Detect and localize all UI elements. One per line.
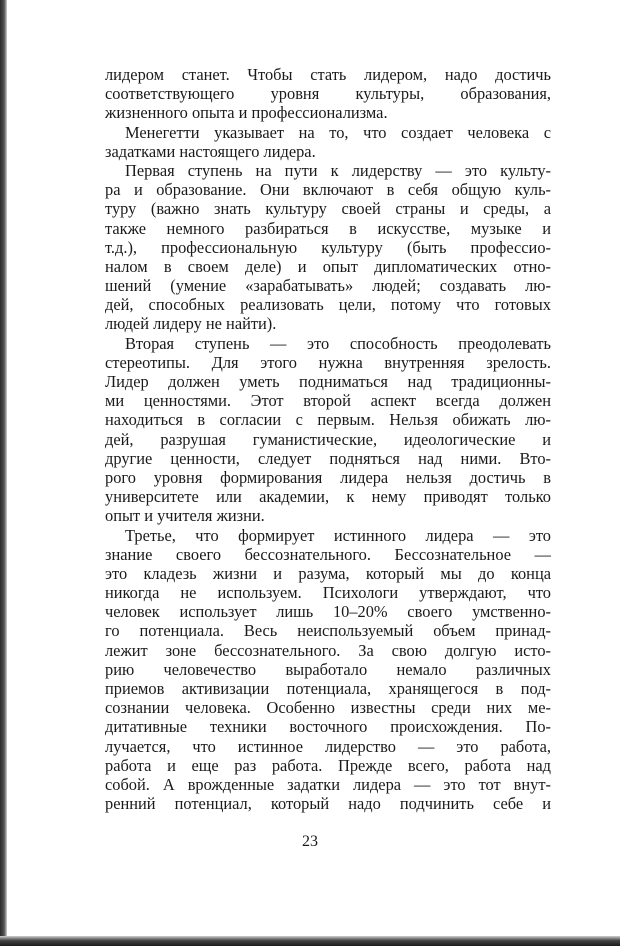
paragraph-5-line-5: человек использует лишь 10–20% своего умственно- — [105, 602, 551, 622]
paragraph-4-line-1: Вторая ступень — это способность преодолевать — [125, 333, 551, 353]
paragraph-1-line-3: жизненного опыта и профессионализма. — [105, 103, 388, 123]
paragraph-4-line-3: Лидер должен уметь подниматься над традиционны- — [105, 372, 551, 391]
paragraph-4 — [105, 334, 551, 526]
paragraph-5-line-10: сознании человека. Особенно известны среди них ме- — [105, 698, 551, 718]
paragraph-3-line-1: Первая ступень на пути к лидерству — это культу- — [125, 160, 551, 180]
paragraph-3-line-8: дей, способных реализовать цели, потому что готовых — [105, 295, 551, 315]
paragraph-5-line-3: это кладезь жизни и разума, который мы до конца — [105, 563, 551, 583]
paragraph-4-line-6: дей, разрушая гуманистические, идеологические и — [105, 429, 551, 449]
paragraph-5-line-9: приемов активизации потенциала, хранящегося в под- — [105, 679, 551, 698]
paragraph-3-line-5: т.д.), профессиональную культуру (быть профессио- — [105, 237, 551, 257]
paragraph-4-line-9: университете или академии, к нему приводят только — [105, 487, 551, 507]
paragraph-1-line-1: лидером станет. Чтобы стать лидером, надо достичь — [105, 65, 551, 84]
paragraph-5-line-13: работа и еще раз работа. Прежде всего, работа над — [105, 755, 551, 775]
paragraph-3-line-6: налом в своем деле) и опыт дипломатических отно- — [105, 256, 551, 276]
paragraph-4-line-5: находиться в согласии с первым. Нельзя обижать лю- — [105, 410, 551, 430]
paragraph-5-line-6: го потенциала. Весь неиспользуемый объем принад- — [105, 621, 551, 641]
page-body — [105, 65, 551, 813]
paragraph-3-line-9: людей лидеру не найти). — [105, 314, 277, 334]
paragraph-5-line-2: знание своего бессознательного. Бессознательное — — [105, 544, 551, 564]
paragraph-4-line-8: рого уровня формирования лидера нельзя достичь в — [105, 467, 551, 487]
paragraph-5-line-4: никогда не используем. Психологи утверждают, что — [105, 583, 551, 603]
paragraph-5-line-8: рию человечество выработало немало различных — [105, 659, 551, 679]
paragraph-1-line-2: соответствующего уровня культуры, образования, — [105, 84, 551, 104]
paragraph-3-line-2: ра и образование. Они включают в себя общую куль- — [105, 180, 551, 200]
paragraph-5-line-11: дитативные техники восточного происхождения. По- — [105, 717, 551, 737]
paragraph-5-line-1: Третье, что формирует истинного лидера — это — [125, 525, 551, 545]
paragraph-3-line-3: туру (важно знать культуру своей страны и среды, а — [105, 199, 551, 219]
paragraph-3-line-7: шений (умение «зарабатывать» людей; создавать лю- — [105, 276, 551, 296]
page-number: 23 — [302, 833, 318, 850]
paragraph-5 — [105, 526, 551, 814]
paragraph-2-line-1: Менегетти указывает на то, что создает человека с — [125, 122, 551, 142]
page-bottom-edge-shadow — [0, 936, 620, 946]
paragraph-2-line-2: задатками настоящего лидера. — [105, 141, 316, 161]
paragraph-4-line-10: опыт и учителя жизни. — [105, 506, 265, 526]
paragraph-3 — [105, 161, 551, 334]
paragraph-4-line-7: другие ценности, следует подняться над ними. Вто- — [105, 448, 551, 468]
paragraph-5-line-15: ренний потенциал, который надо подчинить себе и — [105, 794, 551, 814]
paragraph-2 — [105, 123, 551, 161]
paragraph-1 — [105, 65, 551, 123]
paragraph-5-line-7: лежит зоне бессознательного. За свою долгую исто- — [105, 640, 551, 660]
paragraph-5-line-14: собой. А врожденные задатки лидера — это тот внут- — [105, 774, 551, 794]
paragraph-5-line-12: лучается, что истинное лидерство — это работа, — [105, 736, 551, 756]
paragraph-3-line-4: также немного разбираться в искусстве, музыке и — [105, 218, 551, 238]
page-left-edge-shadow — [0, 0, 7, 946]
paragraph-4-line-2: стереотипы. Для этого нужна внутренняя зрелость. — [105, 352, 551, 372]
paragraph-4-line-4: ми ценностями. Этот второй аспект всегда должен — [105, 391, 551, 411]
